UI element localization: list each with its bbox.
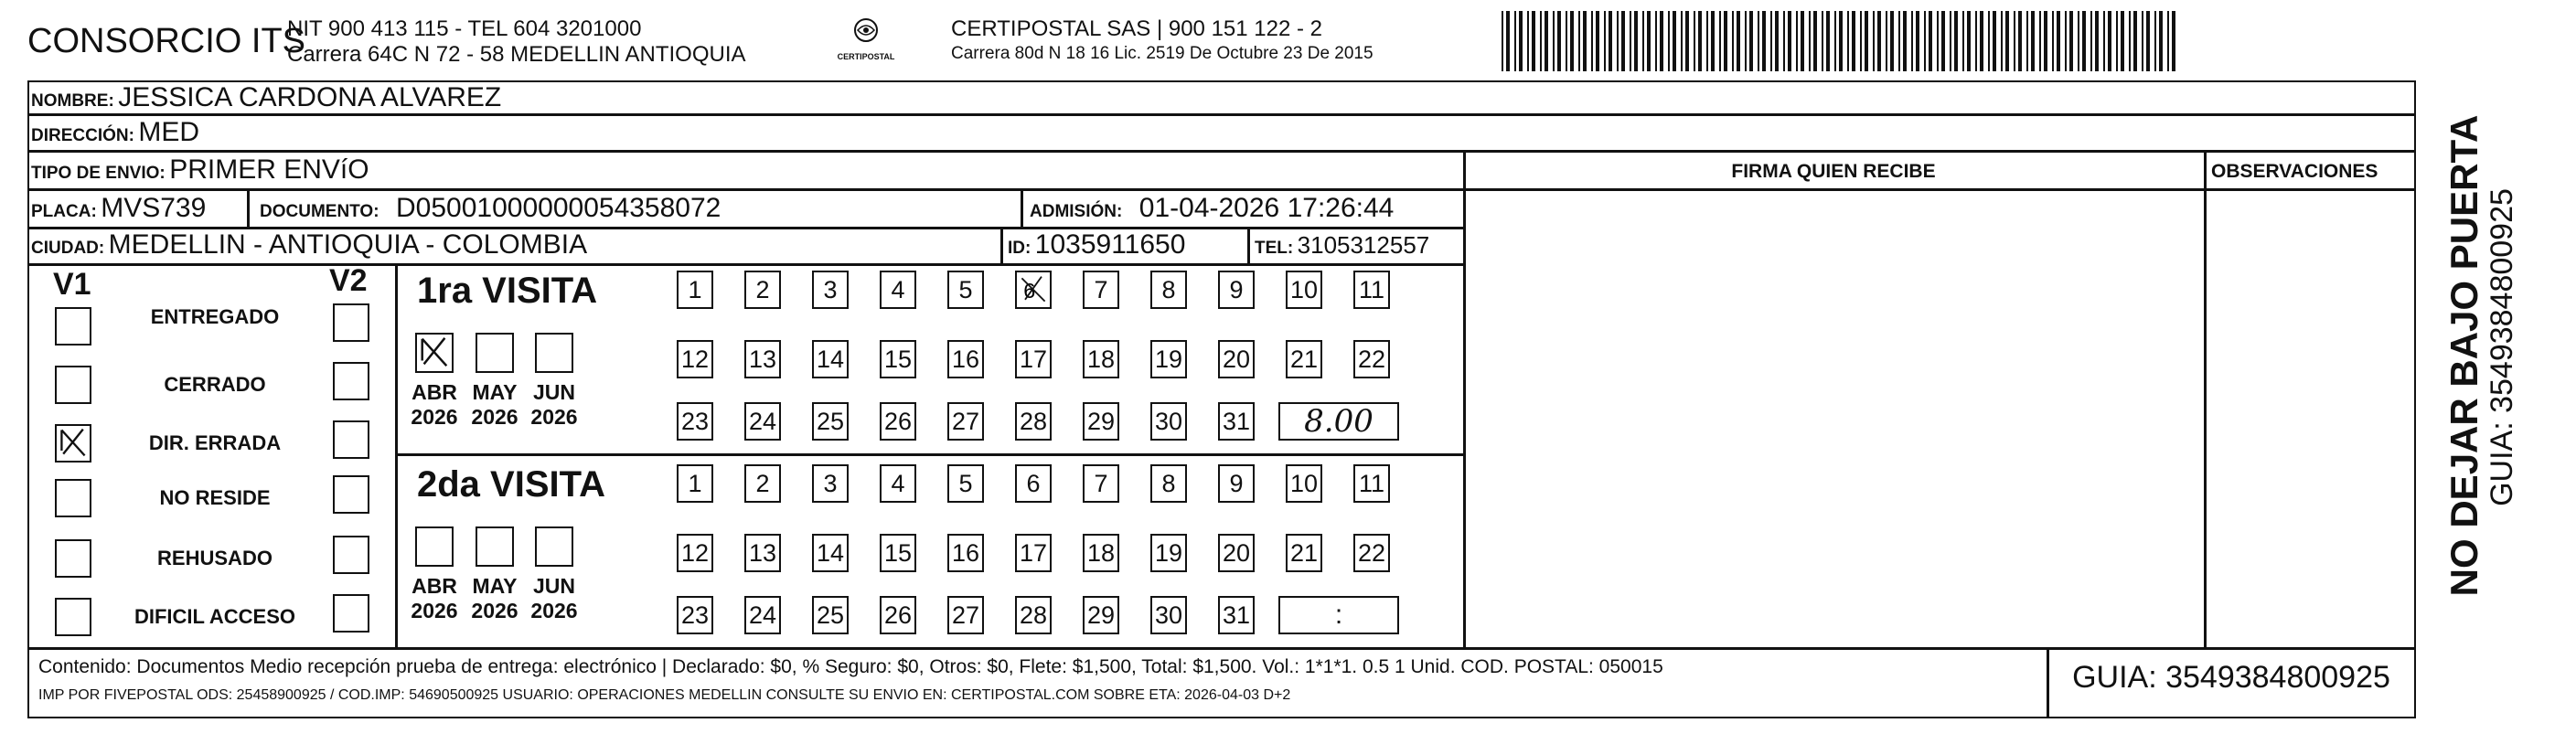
day-box[interactable] (880, 402, 916, 441)
day-box[interactable] (1286, 340, 1322, 378)
day-box[interactable] (947, 340, 984, 378)
day-number: 28 (1019, 601, 1048, 629)
month-name: MAY (472, 380, 518, 404)
company-nit: NIT 900 413 115 - TEL 604 3201000 (287, 16, 642, 41)
day-box[interactable] (1015, 534, 1052, 572)
shipment-type: PRIMER ENVíO (169, 154, 369, 185)
day-number: 18 (1086, 345, 1116, 373)
day-box[interactable] (1218, 464, 1255, 503)
day-box[interactable] (880, 534, 916, 572)
city-cell (31, 229, 587, 261)
day-number: 22 (1357, 538, 1386, 567)
tel-label: TEL: (1255, 239, 1294, 258)
day-number: 2 (755, 275, 770, 303)
day-box[interactable] (1015, 464, 1052, 503)
day-box[interactable] (880, 596, 916, 634)
name-label: NOMBRE: (31, 91, 114, 111)
day-box[interactable] (947, 464, 984, 503)
status-option-label: NO RESIDE (159, 486, 271, 509)
recipient-name: JESSICA CARDONA ALVAREZ (118, 82, 502, 112)
day-number: 24 (748, 407, 777, 435)
day-box[interactable] (1015, 402, 1052, 441)
admission-value: 01-04-2026 17:26:44 (1138, 193, 1395, 223)
month-checkbox-abr[interactable] (415, 526, 454, 567)
address-row (31, 117, 199, 148)
day-number: 3 (823, 469, 838, 497)
day-box[interactable] (880, 271, 916, 309)
day-number: 4 (891, 275, 905, 303)
day-box[interactable] (1353, 340, 1390, 378)
document-value: D05001000000054358072 (396, 193, 721, 223)
day-number: 13 (748, 538, 777, 567)
day-box[interactable] (744, 402, 781, 441)
day-box[interactable] (744, 340, 781, 378)
day-box[interactable] (1353, 271, 1390, 309)
day-number: 21 (1289, 538, 1319, 567)
day-number: 28 (1019, 407, 1048, 435)
day-number: 31 (1222, 601, 1251, 629)
v1-checkbox[interactable] (55, 424, 91, 463)
day-box[interactable] (1015, 271, 1052, 309)
day-box[interactable] (812, 464, 849, 503)
day-number: 8 (1161, 275, 1176, 303)
signature-label: FIRMA QUIEN RECIBE (1731, 161, 1936, 182)
plate-cell (31, 193, 206, 224)
day-box[interactable] (1218, 340, 1255, 378)
admission-cell (1030, 193, 1394, 224)
month-label (402, 574, 466, 623)
day-box[interactable] (1218, 534, 1255, 572)
id-label: ID: (1008, 239, 1031, 258)
side-guia: GUIA: 3549384800925 (2485, 188, 2519, 506)
v1-checkbox[interactable] (55, 366, 91, 404)
day-box[interactable] (1286, 464, 1322, 503)
day-number: 15 (883, 345, 913, 373)
barcode (1502, 11, 2183, 71)
day-number: 10 (1289, 275, 1319, 303)
day-number: 22 (1357, 345, 1386, 373)
month-label (463, 380, 527, 430)
month-name: MAY (472, 574, 518, 598)
day-number: 15 (883, 538, 913, 567)
day-box[interactable] (947, 271, 984, 309)
day-box[interactable] (1083, 271, 1119, 309)
day-box[interactable] (1218, 271, 1255, 309)
name-row (31, 82, 501, 113)
v2-label: V2 (329, 263, 368, 298)
day-box[interactable] (744, 464, 781, 503)
first-visit-title: 1ra VISITA (417, 271, 598, 311)
v1-checkbox[interactable] (55, 307, 91, 346)
day-number: 20 (1222, 345, 1251, 373)
day-box[interactable] (812, 271, 849, 309)
day-number: 10 (1289, 469, 1319, 497)
courier-license: Carrera 80d N 18 16 Lic. 2519 De Octubre 23 De 2015 (951, 44, 1374, 63)
day-number: 6 (1026, 469, 1041, 497)
time-field[interactable] (1278, 402, 1399, 441)
day-number: 30 (1154, 601, 1183, 629)
day-number: 17 (1019, 538, 1048, 567)
recipient-address: MED (138, 117, 200, 147)
day-box[interactable] (1353, 534, 1390, 572)
day-number: 19 (1154, 538, 1183, 567)
month-checkbox-jun[interactable] (535, 333, 573, 373)
month-checkbox-abr[interactable] (415, 333, 454, 373)
day-box[interactable] (947, 402, 984, 441)
day-box[interactable] (677, 596, 713, 634)
day-box[interactable] (812, 402, 849, 441)
v2-checkbox[interactable] (333, 362, 369, 400)
day-number: 30 (1154, 407, 1183, 435)
month-year: 2026 (471, 405, 518, 429)
month-checkbox-may[interactable] (476, 526, 514, 567)
contents-line: Contenido: Documentos Medio recepción prueba de entrega: electrónico | Declarado: $0, % Seguro: $0, Otros: $0, Flete: $1,500, Total: $1,500. Vol.: 1*1*1. 0.5 1 Unid. COD. POSTAL: 050015 (38, 656, 1663, 677)
day-box[interactable] (947, 596, 984, 634)
day-box[interactable] (812, 596, 849, 634)
day-number: 14 (816, 345, 845, 373)
day-number: 27 (951, 407, 980, 435)
x-mark-icon (57, 426, 90, 459)
day-box[interactable] (1150, 596, 1187, 634)
month-name: ABR (412, 380, 457, 404)
day-number: 29 (1086, 601, 1116, 629)
second-visit-title: 2da VISITA (417, 464, 605, 505)
day-number: 23 (680, 601, 710, 629)
day-number: 8 (1161, 469, 1176, 497)
id-cell (1008, 229, 1185, 261)
day-number: 25 (816, 407, 845, 435)
day-number: 6 (1023, 279, 1036, 303)
day-box[interactable] (1353, 464, 1390, 503)
day-box[interactable] (677, 402, 713, 441)
day-number: 16 (951, 538, 980, 567)
day-number: 21 (1289, 345, 1319, 373)
day-number: 18 (1086, 538, 1116, 567)
address-label: DIRECCIÓN: (31, 126, 134, 145)
day-number: 11 (1358, 469, 1385, 497)
marked-day-icon (1017, 271, 1050, 308)
month-year: 2026 (471, 599, 518, 622)
certipostal-logo (834, 16, 898, 64)
day-number: 12 (680, 538, 710, 567)
day-box[interactable] (1083, 534, 1119, 572)
v2-checkbox[interactable] (333, 420, 369, 459)
time-field[interactable] (1278, 596, 1399, 634)
courier-name: CERTIPOSTAL SAS | 900 151 122 - 2 (951, 16, 1322, 41)
day-box[interactable] (947, 534, 984, 572)
day-box[interactable] (1083, 464, 1119, 503)
day-number: 1 (688, 469, 702, 497)
side-warning: NO DEJAR BAJO PUERTA (2442, 114, 2485, 597)
day-box[interactable] (1015, 340, 1052, 378)
status-option-label: DIFICIL ACCESO (134, 605, 295, 628)
day-box[interactable] (677, 464, 713, 503)
day-number: 29 (1086, 407, 1116, 435)
month-label (522, 574, 586, 623)
day-box[interactable] (880, 464, 916, 503)
day-number: 12 (680, 345, 710, 373)
day-box[interactable] (744, 271, 781, 309)
day-number: 9 (1229, 469, 1244, 497)
day-number: 11 (1358, 275, 1385, 303)
day-number: 27 (951, 601, 980, 629)
day-box[interactable] (1150, 464, 1187, 503)
day-box[interactable] (1015, 596, 1052, 634)
month-checkbox-may[interactable] (476, 333, 514, 373)
month-name: ABR (412, 574, 457, 598)
month-label (463, 574, 527, 623)
day-number: 2 (755, 469, 770, 497)
v2-checkbox[interactable] (333, 475, 369, 514)
day-number: 23 (680, 407, 710, 435)
day-number: 7 (1094, 275, 1108, 303)
city-value: MEDELLIN - ANTIOQUIA - COLOMBIA (108, 229, 588, 260)
time-value: : (1334, 600, 1343, 630)
v1-checkbox[interactable] (55, 539, 91, 578)
observations-label: OBSERVACIONES (2211, 161, 2378, 182)
day-number: 3 (823, 275, 838, 303)
month-checkbox-jun[interactable] (535, 526, 573, 567)
day-number: 4 (891, 469, 905, 497)
document-cell (260, 193, 721, 224)
v2-checkbox[interactable] (333, 594, 369, 633)
admission-label: ADMISIÓN: (1030, 202, 1123, 221)
day-box[interactable] (1150, 271, 1187, 309)
day-box[interactable] (1218, 596, 1255, 634)
month-year: 2026 (411, 599, 458, 622)
day-box[interactable] (1150, 534, 1187, 572)
day-box[interactable] (677, 340, 713, 378)
day-box[interactable] (744, 596, 781, 634)
month-year: 2026 (530, 599, 578, 622)
imp-line: IMP POR FIVEPOSTAL ODS: 25458900925 / COD.IMP: 54690500925 USUARIO: OPERACIONES MEDELLIN CONSULTE SU ENVIO EN: CERTIPOSTAL.COM SOBRE ETA: 2026-04-03 D+2 (38, 687, 1291, 703)
footer-guia: GUIA: 3549384800925 (2072, 660, 2390, 695)
day-number: 1 (688, 275, 702, 303)
day-box[interactable] (1150, 340, 1187, 378)
day-number: 24 (748, 601, 777, 629)
v1-checkbox[interactable] (55, 598, 91, 636)
month-year: 2026 (411, 405, 458, 429)
day-box[interactable] (1083, 340, 1119, 378)
company-address: Carrera 64C N 72 - 58 MEDELLIN ANTIOQUIA (287, 42, 746, 67)
month-label (402, 380, 466, 430)
logo-icon (848, 16, 884, 48)
day-number: 31 (1222, 407, 1251, 435)
type-label: TIPO DE ENVIO: (31, 164, 166, 183)
day-number: 26 (883, 407, 913, 435)
day-number: 9 (1229, 275, 1244, 303)
day-box[interactable] (677, 271, 713, 309)
day-number: 5 (958, 469, 973, 497)
status-option-label: ENTREGADO (150, 305, 280, 328)
day-box[interactable] (1218, 402, 1255, 441)
time-value: 8.00 (1304, 403, 1374, 440)
v2-checkbox[interactable] (333, 536, 369, 574)
day-box[interactable] (1150, 402, 1187, 441)
day-number: 5 (958, 275, 973, 303)
status-option-label: REHUSADO (157, 547, 273, 569)
city-label: CIUDAD: (31, 239, 105, 258)
day-box[interactable] (1083, 402, 1119, 441)
day-box[interactable] (1286, 271, 1322, 309)
day-box[interactable] (744, 534, 781, 572)
status-option-label: CERRADO (164, 373, 266, 396)
day-box[interactable] (677, 534, 713, 572)
day-number: 19 (1154, 345, 1183, 373)
month-name: JUN (532, 380, 575, 404)
status-option-label: DIR. ERRADA (148, 431, 282, 454)
day-number: 7 (1094, 469, 1108, 497)
company-name: CONSORCIO ITS (27, 22, 306, 60)
month-year: 2026 (530, 405, 578, 429)
day-box[interactable] (1083, 596, 1119, 634)
month-label (522, 380, 586, 430)
day-number: 13 (748, 345, 777, 373)
v1-checkbox[interactable] (55, 479, 91, 517)
tel-cell (1255, 231, 1429, 260)
tel-value: 3105312557 (1297, 231, 1430, 259)
day-number: 17 (1019, 345, 1048, 373)
day-number: 20 (1222, 538, 1251, 567)
day-number: 25 (816, 601, 845, 629)
type-row (31, 154, 369, 186)
plate-value: MVS739 (101, 193, 207, 223)
month-name: JUN (532, 574, 575, 598)
day-box[interactable] (880, 340, 916, 378)
id-value: 1035911650 (1034, 229, 1186, 260)
logo-text: CERTIPOSTAL (837, 52, 895, 61)
day-number: 16 (951, 345, 980, 373)
day-box[interactable] (1286, 534, 1322, 572)
x-mark-icon (417, 335, 452, 369)
day-box[interactable] (812, 534, 849, 572)
day-number: 26 (883, 601, 913, 629)
plate-label: PLACA: (31, 202, 97, 221)
v2-checkbox[interactable] (333, 303, 369, 342)
day-box[interactable] (812, 340, 849, 378)
document-label: DOCUMENTO: (260, 202, 379, 221)
v1-label: V1 (53, 267, 91, 302)
day-number: 14 (816, 538, 845, 567)
